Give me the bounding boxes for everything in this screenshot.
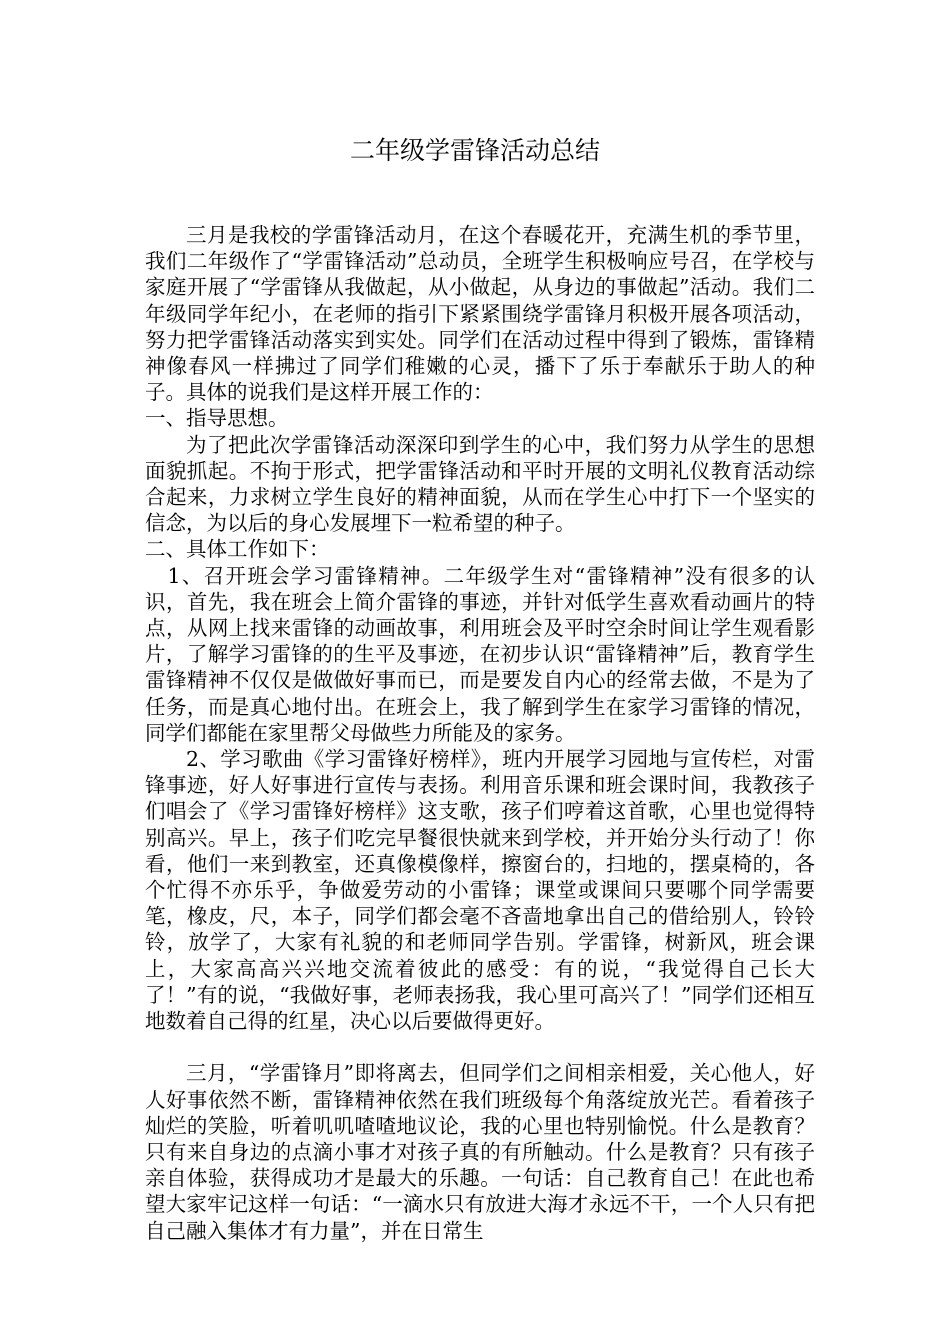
paragraph-learn-song: 2、学习歌曲《学习雷锋好榜样》，班内开展学习园地与宣传栏，对雷锋事迹，好人好事进行宣传与表扬。利用音乐课和班会课时间，我教孩子们唱会了《学习雷锋好榜样》这支歌，孩子们哼着这首歌，心里也觉得特别高兴。早上，孩子们吃完早餐很快就来到学校，并开始分头行动了！你看，他们一来到教室，还真像模像样，擦窗台的，扫地的，摆桌椅的，各个忙得不亦乐乎，争做爱劳动的小雷锋；课堂或课间只要哪个同学需要笔，橡皮，尺，本子，同学们都会毫不吝啬地拿出自己的借给别人，铃铃铃，放学了，大家有礼貌的和老师同学告别。学雷锋，树新风，班会课上，大家高高兴兴地交流着彼此的感受：有的说，“我觉得自己长大了！”有的说，“我做好事，老师表扬我，我心里可高兴了！”同学们还相互地数着自己得的红星，决心以后要做得更好。 <box>145 747 815 1034</box>
document-body <box>145 222 815 1244</box>
section-heading-specific-work: 二、具体工作如下： <box>145 537 330 562</box>
document-title: 二年级学雷锋活动总结 <box>349 136 600 165</box>
paragraph-conclusion: 三月，“学雷锋月”即将离去，但同学们之间相亲相爱，关心他人，好人好事依然不断，雷锋精神依然在我们班级每个角落绽放光芒。看着孩子灿烂的笑脸，听着叽叽喳喳地议论，我的心里也特别愉悦。什么是教育？只有来自身边的点滴小事才对孩子真的有所触动。什么是教育？只有孩子亲自体验，获得成功才是最大的乐趣。一句话：自己教育自己！在此也希望大家牢记这样一句话：“一滴水只有放进大海才永远不干，一个人只有把自己融入集体才有力量”，并在日常生 <box>145 1061 815 1243</box>
paragraph-gap <box>145 1034 815 1060</box>
paragraph-intro: 三月是我校的学雷锋活动月，在这个春暖花开，充满生机的季节里，我们二年级作了“学雷锋活动”总动员，全班学生积极响应号召，在学校与家庭开展了“学雷锋从我做起，从小做起，从身边的事做起”活动。我们二年级同学年纪小，在老师的指引下紧紧围绕学雷锋月积极开展各项活动，努力把学雷锋活动落实到实处。同学们在活动过程中得到了锻炼，雷锋精神像春风一样拂过了同学们稚嫩的心灵，播下了乐于奉献乐于助人的种子。具体的说我们是这样开展工作的： <box>145 223 815 405</box>
paragraph-guiding-thought: 为了把此次学雷锋活动深深印到学生的心中，我们努力从学生的思想面貌抓起。不拘于形式，把学雷锋活动和平时开展的文明礼仪教育活动综合起来，力求树立学生良好的精神面貌，从而在学生心中打下一个坚实的信念，为以后的身心发展埋下一粒希望的种子。 <box>145 432 815 536</box>
section-heading-guiding-thought: 一、指导思想。 <box>145 406 289 431</box>
paragraph-class-meeting: 1、召开班会学习雷锋精神。二年级学生对“雷锋精神”没有很多的认识，首先，我在班会上简介雷锋的事迹，并针对低学生喜欢看动画片的特点，从网上找来雷锋的动画故事，利用班会及平时空余时间让学生观看影片，了解学习雷锋的的生平及事迹，在初步认识“雷锋精神”后，教育学生雷锋精神不仅仅是做做好事而已，而是要发自内心的经常去做，不是为了任务，而是真心地付出。在班会上，我了解到学生在家学习雷锋的情况，同学们都能在家里帮父母做些力所能及的家务。 <box>145 563 815 745</box>
